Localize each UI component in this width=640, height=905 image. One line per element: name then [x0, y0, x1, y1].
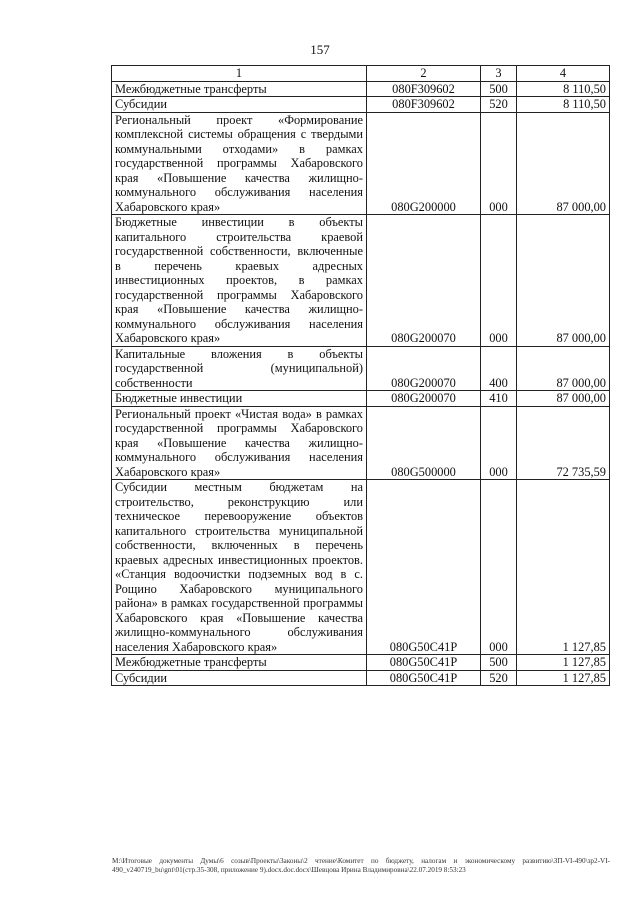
- row-expense-type: 500: [481, 81, 517, 97]
- page-number: 157: [310, 42, 330, 57]
- row-description: Межбюджетные трансферты: [112, 81, 367, 97]
- row-expense-type: 000: [481, 406, 517, 480]
- row-code: 080G50C41P: [367, 480, 481, 655]
- row-amount: 87 000,00: [517, 346, 610, 391]
- row-amount: 8 110,50: [517, 97, 610, 113]
- row-description: Субсидии: [112, 670, 367, 686]
- table-row: [112, 670, 610, 686]
- row-amount: 8 110,50: [517, 81, 610, 97]
- row-expense-type: 500: [481, 655, 517, 671]
- row-description: Субсидии местным бюджетам на строительство, реконструкцию или техническое перевооружение объектов капитального строительства муниципальной собственности, включенных в перечень краевых адресных инвестиционных проектов. «Станция водоочистки подземных вод в с. Рощино Хабаровского муниципального района» в рамках государственной программы Хабаровского края «Повышение качества жилищно-коммунального обслуживания населения Хабаровского края»: [112, 480, 367, 655]
- row-description: Межбюджетные трансферты: [112, 655, 367, 671]
- row-expense-type: 000: [481, 112, 517, 215]
- row-expense-type: 520: [481, 97, 517, 113]
- table-row: [112, 391, 610, 407]
- row-amount: 72 735,59: [517, 406, 610, 480]
- row-expense-type: 410: [481, 391, 517, 407]
- column-header-2: 2: [367, 66, 481, 82]
- row-amount: 87 000,00: [517, 391, 610, 407]
- row-code: 080G50C41P: [367, 655, 481, 671]
- row-code: 080F309602: [367, 81, 481, 97]
- row-amount: 1 127,85: [517, 480, 610, 655]
- row-code: 080G200070: [367, 391, 481, 407]
- row-code: 080G50C41P: [367, 670, 481, 686]
- row-description: Региональный проект «Чистая вода» в рамках государственной программы Хабаровского края «Повышение качества жилищно-коммунального обслуживания населения Хабаровского края»: [112, 406, 367, 480]
- row-code: 080G200070: [367, 215, 481, 347]
- table-row: [112, 112, 610, 215]
- table-row: [112, 215, 610, 347]
- row-description: Субсидии: [112, 97, 367, 113]
- table-row: [112, 406, 610, 480]
- row-amount: 1 127,85: [517, 670, 610, 686]
- budget-table-body: [112, 66, 610, 686]
- row-code: 080G500000: [367, 406, 481, 480]
- table-row: [112, 346, 610, 391]
- table-row: [112, 480, 610, 655]
- column-header-3: 3: [481, 66, 517, 82]
- row-code: 080G200070: [367, 346, 481, 391]
- table-row: [112, 655, 610, 671]
- row-description: Бюджетные инвестиции: [112, 391, 367, 407]
- document-footer-path: M:\Итоговые документы Думы\6 созыв\Проекты\Законы\2 чтение\Комитет по бюджету, налогам и экономическому развитию\ЗП-VI-490\зр2-VI-490_v240719_bu\gnt\01(стр.35-308, приложение 9).docx.doc.docx\Шевцова Ирина Владимировна\22.07.2019 8:53:23: [112, 857, 610, 874]
- row-description: Капитальные вложения в объекты государственной (муниципальной) собственности: [112, 346, 367, 391]
- row-code: 080F309602: [367, 97, 481, 113]
- table-header-row: [112, 66, 610, 82]
- row-description: Региональный проект «Формирование комплексной системы обращения с твердыми коммунальными отходами» в рамках государственной программы Хабаровского края «Повышение качества жилищно-коммунального обслуживания населения Хабаровского края»: [112, 112, 367, 215]
- row-expense-type: 000: [481, 480, 517, 655]
- row-description: Бюджетные инвестиции в объекты капитального строительства краевой государственной собственности, включенные в перечень краевых адресных инвестиционных проектов, в рамках государственной программы Хабаровского края «Повышение качества жилищно-коммунального обслуживания населения Хабаровского края»: [112, 215, 367, 347]
- column-header-4: 4: [517, 66, 610, 82]
- row-code: 080G200000: [367, 112, 481, 215]
- row-expense-type: 400: [481, 346, 517, 391]
- table-row: [112, 81, 610, 97]
- column-header-1: 1: [112, 66, 367, 82]
- table-row: [112, 97, 610, 113]
- budget-table: [111, 65, 610, 686]
- row-amount: 87 000,00: [517, 215, 610, 347]
- row-amount: 87 000,00: [517, 112, 610, 215]
- row-expense-type: 000: [481, 215, 517, 347]
- row-amount: 1 127,85: [517, 655, 610, 671]
- row-expense-type: 520: [481, 670, 517, 686]
